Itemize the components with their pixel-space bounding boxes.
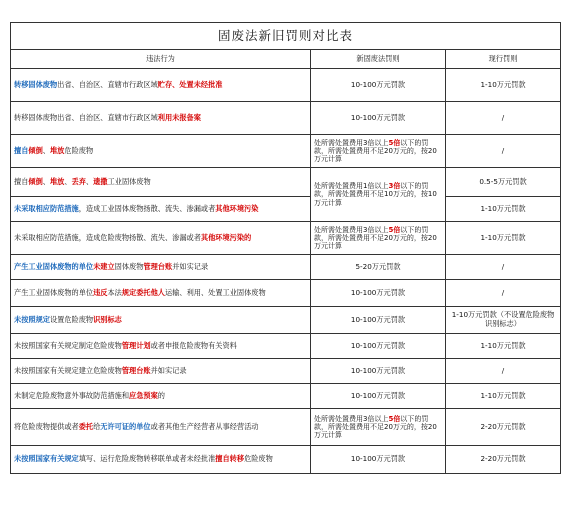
text-segment: 擅自 <box>14 176 29 186</box>
text-segment: 、 <box>85 176 94 186</box>
violation-cell <box>11 409 311 446</box>
text-segment: 工业固体废物 <box>107 176 151 186</box>
text-segment: 其他环境污染的 <box>200 232 252 242</box>
text-segment: 其他环境污染 <box>215 203 259 213</box>
text-segment: 堆放 <box>49 176 65 186</box>
text-segment: 5倍 <box>388 138 401 147</box>
old-penalty-cell: / <box>446 255 561 280</box>
old-penalty-cell: / <box>446 135 561 168</box>
text-segment: ，造成工业固体废物扬散、流失、渗漏或者 <box>78 203 216 213</box>
text-segment: 危险废物 <box>64 145 94 155</box>
table-row <box>11 334 561 359</box>
text-segment: 、 <box>42 176 50 186</box>
old-penalty-cell: 1-10万元罚款（不设置危险废物识别标志） <box>446 307 561 334</box>
violation-cell <box>11 307 311 334</box>
violation-cell <box>11 280 311 307</box>
table-row <box>11 384 561 409</box>
old-penalty-cell: 0.5-5万元罚款 <box>446 168 561 197</box>
new-penalty-cell: 10-100万元罚款 <box>311 102 446 135</box>
new-penalty-cell: 10-100万元罚款 <box>311 359 446 384</box>
old-penalty-cell: 2-20万元罚款 <box>446 446 561 474</box>
text-segment: 无许可证的单位 <box>100 421 151 431</box>
violation-cell <box>11 222 311 255</box>
header-new-penalty: 新固废法罚则 <box>311 50 446 69</box>
table-row <box>11 222 561 255</box>
new-penalty-cell: 10-100万元罚款 <box>311 384 446 409</box>
text-segment: 给 <box>93 421 101 431</box>
table-row <box>11 69 561 102</box>
text-segment: 管理台账 <box>121 365 151 375</box>
new-penalty-cell <box>311 168 446 222</box>
new-penalty-cell: 10-100万元罚款 <box>311 446 446 474</box>
text-segment: 丢弃 <box>71 176 86 186</box>
text-segment: 产生工业固体废物的单位 <box>14 261 94 271</box>
violation-cell <box>11 197 311 222</box>
violation-cell <box>11 334 311 359</box>
new-penalty-cell <box>311 222 446 255</box>
text-segment: 未按照国家有关规定制定危险废物 <box>14 340 122 350</box>
text-segment: 擅自 <box>14 145 29 155</box>
text-segment: 危险废物 <box>244 454 273 464</box>
old-penalty-cell: 2-20万元罚款 <box>446 409 561 446</box>
violation-cell <box>11 384 311 409</box>
text-segment: 以下的罚款，所需处置费用不足20万元的，按20万元计算 <box>314 414 437 440</box>
text-segment: 出省、自治区、直辖市行政区域 <box>57 79 158 89</box>
table-row <box>11 168 561 197</box>
text-segment: 固体废物 <box>114 261 144 271</box>
text-segment: 应急预案 <box>129 390 158 400</box>
text-segment: 以下的罚款，所需处置费用不足20万元的，按20万元计算 <box>314 138 437 164</box>
text-segment: 产生工业固体废物的单位 <box>14 287 94 297</box>
new-penalty-cell: 10-100万元罚款 <box>311 307 446 334</box>
violation-cell <box>11 255 311 280</box>
text-segment: 5倍 <box>388 414 401 423</box>
table-row <box>11 359 561 384</box>
text-segment: 处所需处置费用3倍以上 <box>314 225 389 234</box>
old-penalty-cell: 1-10万元罚款 <box>446 197 561 222</box>
text-segment: 规定委托他人 <box>121 287 165 297</box>
new-penalty-cell: 10-100万元罚款 <box>311 334 446 359</box>
table-row <box>11 446 561 474</box>
table-row <box>11 280 561 307</box>
text-segment: 堆放 <box>49 145 65 155</box>
text-segment: 处所需处置费用3倍以上 <box>314 138 389 147</box>
text-segment: 以下的罚款，所需处置费用不足10万元的，按10万元计算 <box>314 182 437 207</box>
text-segment: 委托 <box>78 421 94 431</box>
text-segment: 的 <box>157 390 165 400</box>
text-segment: 以下的罚款，所需处置费用不足20万元的，按20万元计算 <box>314 225 437 251</box>
old-penalty-cell: / <box>446 280 561 307</box>
new-penalty-cell: 5-20万元罚款 <box>311 255 446 280</box>
text-segment: 管理计划 <box>121 340 151 350</box>
header-old-penalty: 现行罚则 <box>446 50 561 69</box>
text-segment: 未建立 <box>93 261 115 271</box>
text-segment: 转移固体废物 <box>14 79 58 89</box>
text-segment: 管理台账 <box>143 261 173 271</box>
table-row <box>11 197 561 222</box>
new-penalty-cell: 10-100万元罚款 <box>311 69 446 102</box>
violation-cell <box>11 69 311 102</box>
table-row <box>11 409 561 446</box>
text-segment: 倾倒 <box>28 176 43 186</box>
old-penalty-cell: / <box>446 359 561 384</box>
text-segment: 利用未报备案 <box>157 112 201 122</box>
text-segment: 遗撒 <box>93 176 108 186</box>
text-segment: 贮存、处置未经批准 <box>157 79 223 89</box>
text-segment: 本法 <box>107 287 122 297</box>
text-segment: 未采取相应防范措施 <box>14 203 79 213</box>
text-segment: 处所需处置费用1倍以上 <box>314 182 389 191</box>
text-segment: 未按照国家有关规定建立危险废物 <box>14 365 122 375</box>
text-segment: 未按照国家有关规定 <box>14 454 79 464</box>
violation-cell <box>11 359 311 384</box>
text-segment: 处所需处置费用3倍以上 <box>314 414 389 423</box>
header-violation: 违法行为 <box>11 50 311 69</box>
text-segment: 未按照规定 <box>14 314 50 324</box>
text-segment: 或者申报危险废物有关资料 <box>150 340 237 350</box>
violation-cell <box>11 446 311 474</box>
text-segment: 将危险废物提供或者 <box>14 421 79 431</box>
text-segment: 转移固体废物出省、自治区、直辖市行政区域 <box>14 112 158 122</box>
new-penalty-cell <box>311 409 446 446</box>
text-segment: 并如实记录 <box>172 261 209 271</box>
new-penalty-cell: 10-100万元罚款 <box>311 280 446 307</box>
old-penalty-cell: 1-10万元罚款 <box>446 384 561 409</box>
text-segment: 倾倒 <box>28 145 43 155</box>
old-penalty-cell: 1-10万元罚款 <box>446 222 561 255</box>
text-segment: 擅自转移 <box>215 454 245 464</box>
old-penalty-cell: 1-10万元罚款 <box>446 334 561 359</box>
text-segment: 未采取相应防范措施，造成危险废物扬散、流失、渗漏或者 <box>14 232 201 242</box>
text-segment: 运输、利用、处置工业固体废物 <box>165 287 266 297</box>
text-segment: 违反 <box>93 287 108 297</box>
text-segment: 设置危险废物 <box>49 314 94 324</box>
text-segment: 5倍 <box>388 225 401 234</box>
text-segment: 未制定危险废物意外事故防范措施和 <box>14 390 130 400</box>
violation-cell <box>11 168 311 197</box>
new-penalty-cell <box>311 135 446 168</box>
table-row <box>11 307 561 334</box>
violation-cell <box>11 135 311 168</box>
text-segment: 填写、运行危险废物转移联单或者未经批准 <box>78 454 216 464</box>
old-penalty-cell: / <box>446 102 561 135</box>
text-segment: 、 <box>64 176 72 186</box>
old-penalty-cell: 1-10万元罚款 <box>446 69 561 102</box>
text-segment: 3倍 <box>388 182 401 191</box>
text-segment: 或者其他生产经营者从事经营活动 <box>150 421 259 431</box>
text-segment: 识别标志 <box>93 314 122 324</box>
table-row <box>11 255 561 280</box>
violation-cell <box>11 102 311 135</box>
text-segment: 并如实记录 <box>150 365 187 375</box>
comparison-table <box>10 22 561 474</box>
table-row <box>11 102 561 135</box>
table-row <box>11 135 561 168</box>
text-segment: 、 <box>42 145 50 155</box>
table-title: 固废法新旧罚则对比表 <box>11 23 561 50</box>
